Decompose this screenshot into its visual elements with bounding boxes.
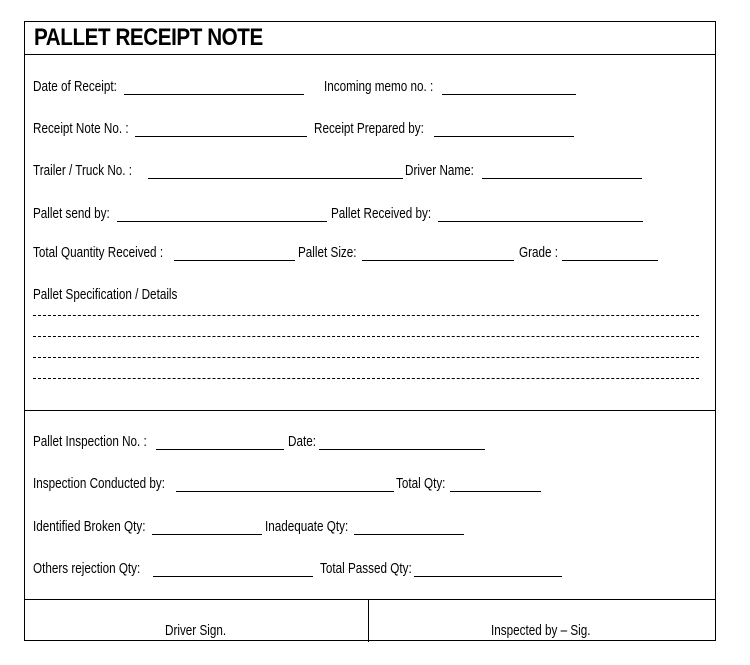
pallet-size-field[interactable]	[362, 260, 514, 261]
receipt-prepared-by-field[interactable]	[434, 136, 574, 137]
section-divider	[25, 410, 715, 411]
trailer-truck-no-field[interactable]	[148, 178, 403, 179]
identified-broken-qty-field[interactable]	[152, 534, 262, 535]
total-quantity-received-label: Total Quantity Received :	[33, 244, 164, 261]
pallet-received-by-field[interactable]	[438, 221, 643, 222]
row-rejection-passed	[33, 560, 709, 582]
form-title: PALLET RECEIPT NOTE	[34, 24, 263, 51]
others-rejection-qty-field[interactable]	[153, 576, 313, 577]
row-send-received	[33, 205, 709, 227]
grade-field[interactable]	[562, 260, 658, 261]
signature-section	[25, 599, 715, 641]
row-date-memo	[33, 78, 709, 100]
driver-name-field[interactable]	[482, 178, 642, 179]
total-qty-field[interactable]	[450, 491, 541, 492]
grade-label: Grade :	[519, 244, 559, 261]
pallet-received-by-label: Pallet Received by:	[331, 205, 432, 222]
identified-broken-qty-label: Identified Broken Qty:	[33, 518, 146, 535]
pallet-specification-label: Pallet Specification / Details	[33, 286, 178, 303]
receipt-note-no-label: Receipt Note No. :	[33, 120, 129, 137]
total-passed-qty-label: Total Passed Qty:	[320, 560, 412, 577]
total-passed-qty-field[interactable]	[414, 576, 562, 577]
driver-name-label: Driver Name:	[405, 162, 474, 179]
row-trailer-driver	[33, 162, 709, 184]
form-title-bar	[25, 22, 715, 55]
specification-line-1[interactable]	[33, 315, 699, 316]
inadequate-qty-field[interactable]	[354, 534, 464, 535]
inspection-date-field[interactable]	[319, 449, 485, 450]
pallet-inspection-no-field[interactable]	[156, 449, 284, 450]
total-quantity-received-field[interactable]	[174, 260, 295, 261]
driver-sign-box[interactable]	[25, 600, 369, 642]
trailer-truck-no-label: Trailer / Truck No. :	[33, 162, 133, 179]
date-of-receipt-field[interactable]	[124, 94, 304, 95]
row-specification	[33, 286, 709, 308]
pallet-size-label: Pallet Size:	[298, 244, 357, 261]
inspected-by-sig-label: Inspected by – Sig.	[491, 622, 591, 639]
inspected-by-sign-box[interactable]	[369, 600, 715, 642]
receipt-note-no-field[interactable]	[135, 136, 307, 137]
pallet-send-by-field[interactable]	[117, 221, 327, 222]
inadequate-qty-label: Inadequate Qty:	[265, 518, 349, 535]
incoming-memo-label: Incoming memo no. :	[324, 78, 434, 95]
driver-sign-label: Driver Sign.	[165, 622, 227, 639]
row-broken-inadequate	[33, 518, 709, 540]
specification-line-2[interactable]	[33, 336, 699, 337]
receipt-prepared-by-label: Receipt Prepared by:	[314, 120, 424, 137]
row-inspection-no-date	[33, 433, 709, 455]
inspection-date-label: Date:	[288, 433, 316, 450]
pallet-inspection-no-label: Pallet Inspection No. :	[33, 433, 147, 450]
inspection-conducted-by-field[interactable]	[176, 491, 394, 492]
specification-line-4[interactable]	[33, 378, 699, 379]
date-of-receipt-label: Date of Receipt:	[33, 78, 117, 95]
incoming-memo-field[interactable]	[442, 94, 576, 95]
row-conducted-total	[33, 475, 709, 497]
inspection-conducted-by-label: Inspection Conducted by:	[33, 475, 166, 492]
total-qty-label: Total Qty:	[396, 475, 446, 492]
row-quantity-size-grade	[33, 244, 709, 266]
others-rejection-qty-label: Others rejection Qty:	[33, 560, 141, 577]
specification-line-3[interactable]	[33, 357, 699, 358]
row-receipt-note	[33, 120, 709, 142]
pallet-send-by-label: Pallet send by:	[33, 205, 110, 222]
pallet-receipt-form	[24, 21, 716, 641]
